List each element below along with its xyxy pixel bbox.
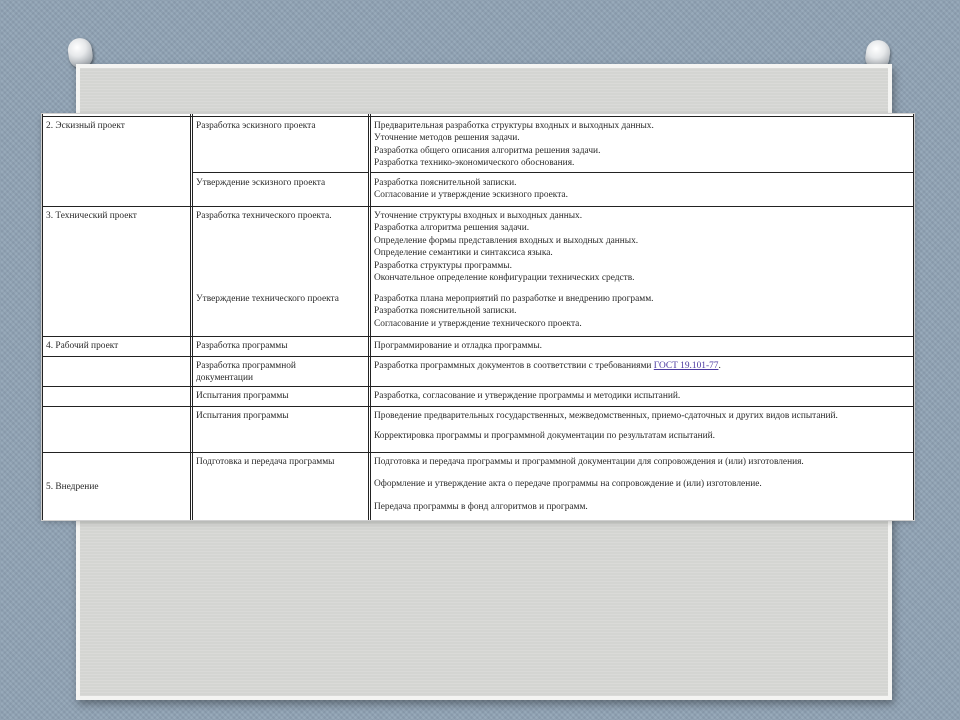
substage-title: Утверждение эскизного проекта — [196, 178, 326, 188]
task-item: Разработка технико-экономического обоснования. — [374, 158, 575, 169]
task-item: Разработка пояснительной записки. — [374, 306, 517, 317]
stage-label: 2. Эскизный проект — [46, 121, 125, 131]
task-text: Разработка программных документов в соответствии с требованиями — [374, 361, 654, 371]
task-item: Передача программы в фонд алгоритмов и программ. — [374, 501, 588, 512]
substage-title: Утверждение технического проекта — [196, 294, 339, 304]
table-row — [42, 206, 914, 291]
task-item: Согласование и утверждение эскизного проекта. — [374, 190, 568, 201]
task-item — [374, 360, 910, 372]
task-item: Определение семантики и синтаксиса языка. — [374, 248, 553, 259]
substage-cell — [192, 117, 368, 173]
tasks-cell — [370, 453, 914, 520]
substage-cell — [192, 207, 368, 291]
substage-title: Подготовка и передача программы — [196, 457, 335, 467]
tasks-cell — [370, 337, 914, 357]
task-item: Разработка общего описания алгоритма решения задачи. — [374, 145, 601, 156]
tasks-cell — [370, 117, 914, 173]
table-row — [42, 174, 914, 204]
task-item: Предварительная разработка структуры входных и выходных данных. — [374, 121, 654, 131]
task-item: Корректировка программы и программной документации по результатам испытаний. — [374, 431, 715, 442]
table-row — [42, 356, 914, 387]
table-row — [42, 406, 914, 453]
substage-cell — [192, 337, 368, 357]
tasks-cell — [370, 207, 914, 291]
task-item: Разработка пояснительной записки. — [374, 178, 517, 188]
gost-link[interactable]: ГОСТ 19.101-77 — [653, 361, 719, 371]
task-item: Разработка алгоритма решения задачи. — [374, 223, 530, 234]
tasks-cell — [370, 290, 914, 336]
substage-title: Разработка эскизного проекта — [196, 121, 316, 131]
table-row — [42, 116, 914, 173]
substage-cell — [192, 407, 368, 453]
task-item: Окончательное определение конфигурации технических средств. — [374, 273, 635, 284]
task-item: Согласование и утверждение технического проекта. — [374, 318, 582, 329]
task-item: Разработка структуры программы. — [374, 260, 512, 271]
tasks-cell — [370, 387, 914, 407]
substage-cell — [192, 174, 368, 204]
task-item: Проведение предварительных государственных, межведомственных, приемо-сдаточных и других видов испытаний. — [374, 411, 838, 421]
substage-title: Разработка технического проекта. — [196, 211, 332, 221]
table-row — [42, 336, 914, 357]
tasks-cell — [370, 357, 914, 387]
task-item: Оформление и утверждение акта о передаче программы на сопровождение и (или) изготовление. — [374, 479, 762, 490]
task-item: Подготовка и передача программы и программной документации для сопровождения и (или) изготовления. — [374, 457, 804, 467]
task-text-end: . — [718, 361, 721, 371]
substage-cell — [192, 453, 368, 520]
substage-title: Разработка программы — [196, 341, 288, 351]
stage-label: 5. Внедрение — [46, 482, 99, 492]
stages-table — [42, 114, 914, 520]
task-item: Разработка, согласование и утверждение программы и методики испытаний. — [374, 391, 681, 401]
task-item: Программирование и отладка программы. — [374, 341, 543, 351]
task-item: Уточнение структуры входных и выходных данных. — [374, 211, 583, 221]
substage-title: Испытания программы — [196, 391, 289, 401]
task-item: Уточнение методов решения задачи. — [374, 133, 520, 144]
substage-cell — [192, 387, 368, 407]
table-row — [42, 386, 914, 407]
substage-title: Испытания программы — [196, 411, 289, 421]
task-item: Разработка плана мероприятий по разработке и внедрению программ. — [374, 294, 654, 304]
tasks-cell — [370, 174, 914, 204]
substage-cell — [192, 357, 342, 387]
stage-label: 4. Рабочий проект — [46, 341, 119, 351]
tasks-cell — [370, 407, 914, 453]
substage-cell — [192, 290, 368, 336]
table-row — [42, 290, 914, 336]
table-row — [42, 452, 914, 520]
stage-label: 3. Технический проект — [46, 211, 137, 221]
task-item: Определение формы представления входных и выходных данных. — [374, 235, 639, 246]
substage-title: Разработка программной документации — [196, 361, 296, 384]
